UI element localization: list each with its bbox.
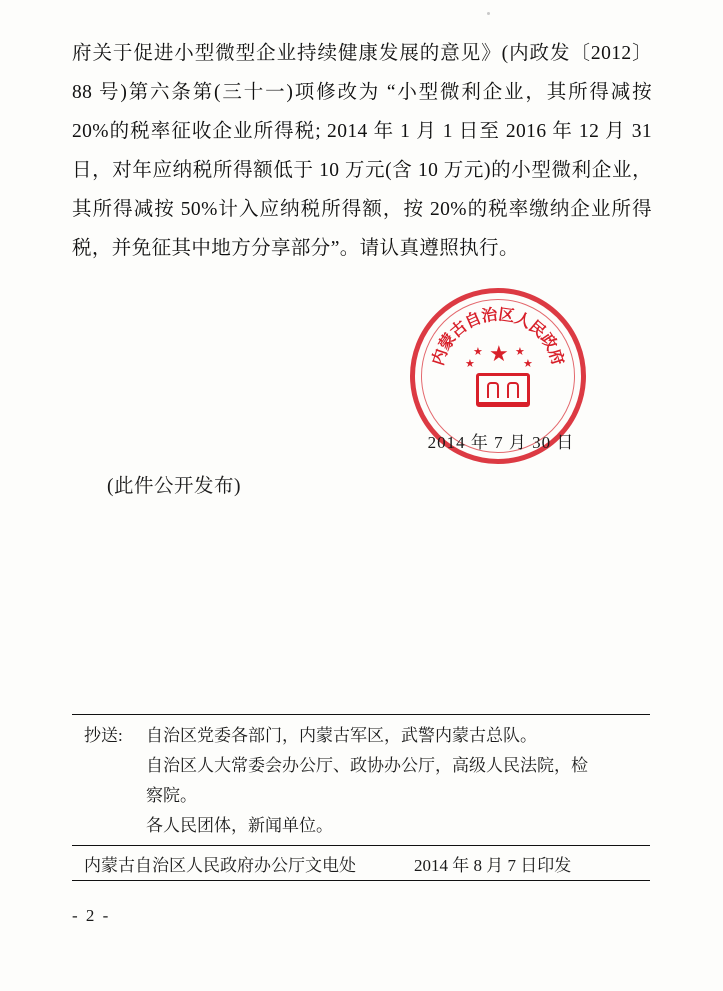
emblem-gate-icon <box>476 373 530 407</box>
emblem-star-small-3: ★ <box>515 346 525 358</box>
issue-date: 2014 年 8 月 7 日印发 <box>414 856 572 875</box>
distribution-list <box>72 715 650 845</box>
distribution-label: 抄送: <box>84 726 123 745</box>
footer-rule-bottom <box>72 880 650 881</box>
distribution-block <box>72 714 650 881</box>
emblem-star-large: ★ <box>489 341 509 366</box>
emblem-star-small-4: ★ <box>523 358 533 370</box>
issuer-row <box>72 846 650 880</box>
distribution-line: 各人民团体，新闻单位。 <box>146 816 333 835</box>
scan-speck <box>487 12 490 15</box>
emblem-star-small-2: ★ <box>465 358 475 370</box>
body-paragraph: 府关于促进小型微型企业持续健康发展的意见》(内政发〔2012〕88 号)第六条第(三十一)项修改为 “小型微利企业，其所得减按 20%的税率征收企业所得税; 2014 年 1 月 1 日至 2016 年 12 月 31 日，对年应纳税所得额低于 10 万元(含 10 万元)的小型微利企业，其所得减按 50%计入应纳税所得额，按 20%的税率缴纳企业所得税，并免征其中地方分享部分”。请认真遵照执行。 <box>72 43 652 259</box>
distribution-line: 自治区人大常委会办公厅、政协办公厅，高级人民法院，检 <box>146 756 588 775</box>
seal-ring-text: 内 蒙 古 自 治 区 人 民 政 府 <box>429 306 567 368</box>
official-seal <box>410 288 590 468</box>
document-body <box>72 34 652 268</box>
national-emblem-icon <box>463 341 537 415</box>
seal-date: 2014 年 7 月 30 日 <box>427 433 575 452</box>
release-note: (此件公开发布) <box>107 476 241 497</box>
distribution-row <box>72 721 650 751</box>
distribution-line: 察院。 <box>146 786 197 805</box>
distribution-line: 自治区党委各部门，内蒙古军区，武警内蒙古总队。 <box>146 726 537 745</box>
issuer-name: 内蒙古自治区人民政府办公厅文电处 <box>84 856 356 875</box>
page-number: - 2 - <box>72 906 111 925</box>
emblem-star-small-1: ★ <box>473 346 483 358</box>
